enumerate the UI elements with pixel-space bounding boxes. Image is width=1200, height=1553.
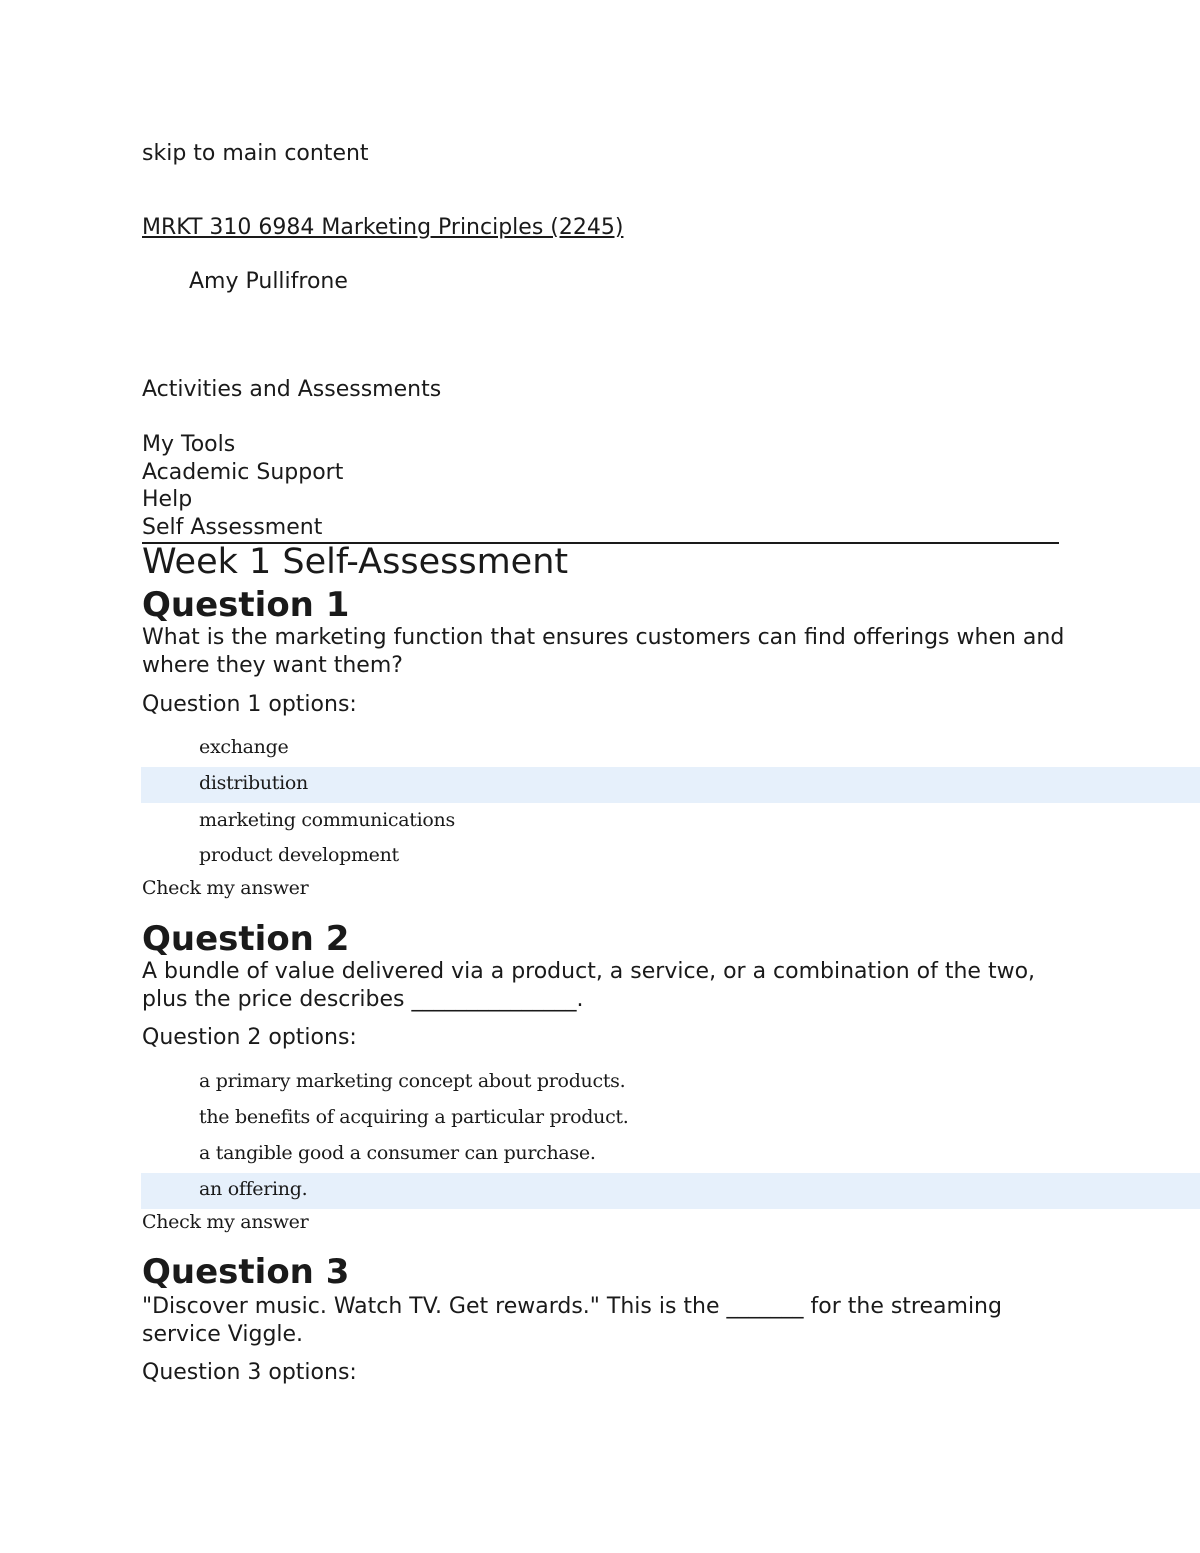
option-label: exchange <box>199 736 289 758</box>
question-2-options-label: Question 2 options: <box>142 1025 357 1050</box>
question-1-options-label: Question 1 options: <box>142 692 357 717</box>
question-2-text: A bundle of value delivered via a product, a service, or a combination of the two, plus the price describes _______________. <box>142 959 1036 1012</box>
check-my-answer-button[interactable]: Check my answer <box>142 877 309 899</box>
question-2-option-selected[interactable] <box>141 1173 1200 1209</box>
question-2-option[interactable] <box>141 1101 1200 1137</box>
question-1-title: Question 1 <box>142 585 350 625</box>
option-label: distribution <box>199 772 308 794</box>
option-label: an offering. <box>199 1178 308 1200</box>
skip-to-main-content-link[interactable]: skip to main content <box>142 141 369 166</box>
user-name[interactable]: Amy Pullifrone <box>189 269 348 294</box>
question-1-option[interactable] <box>141 839 1200 875</box>
option-label: product development <box>199 844 399 866</box>
question-2-option[interactable] <box>141 1065 1200 1101</box>
option-label: a primary marketing concept about products. <box>199 1070 626 1092</box>
question-2-option[interactable] <box>141 1137 1200 1173</box>
check-my-answer-button[interactable]: Check my answer <box>142 1211 309 1233</box>
option-label: the benefits of acquiring a particular product. <box>199 1106 629 1128</box>
nav-link-help[interactable]: Help <box>142 487 193 512</box>
option-label: marketing communications <box>199 809 455 831</box>
course-title-link[interactable]: MRKT 310 6984 Marketing Principles (2245) <box>142 215 624 240</box>
question-1-text: What is the marketing function that ensures customers can find offerings when and where they want them? <box>142 625 1065 678</box>
question-3-text: "Discover music. Watch TV. Get rewards." This is the _______ for the streaming service Viggle. <box>142 1294 1002 1347</box>
option-label: a tangible good a consumer can purchase. <box>199 1142 596 1164</box>
question-1-option[interactable] <box>141 804 1200 840</box>
question-2-title: Question 2 <box>142 919 350 959</box>
breadcrumb-self-assessment[interactable]: Self Assessment <box>142 515 323 540</box>
question-3-title: Question 3 <box>142 1252 350 1292</box>
question-1-option[interactable] <box>141 731 1200 767</box>
question-1-option-selected[interactable] <box>141 767 1200 803</box>
nav-link-my-tools[interactable]: My Tools <box>142 432 236 457</box>
nav-activities-and-assessments[interactable]: Activities and Assessments <box>142 377 442 402</box>
question-3-options-label: Question 3 options: <box>142 1360 357 1385</box>
page-title: Week 1 Self-Assessment <box>142 542 569 582</box>
nav-link-academic-support[interactable]: Academic Support <box>142 460 344 485</box>
